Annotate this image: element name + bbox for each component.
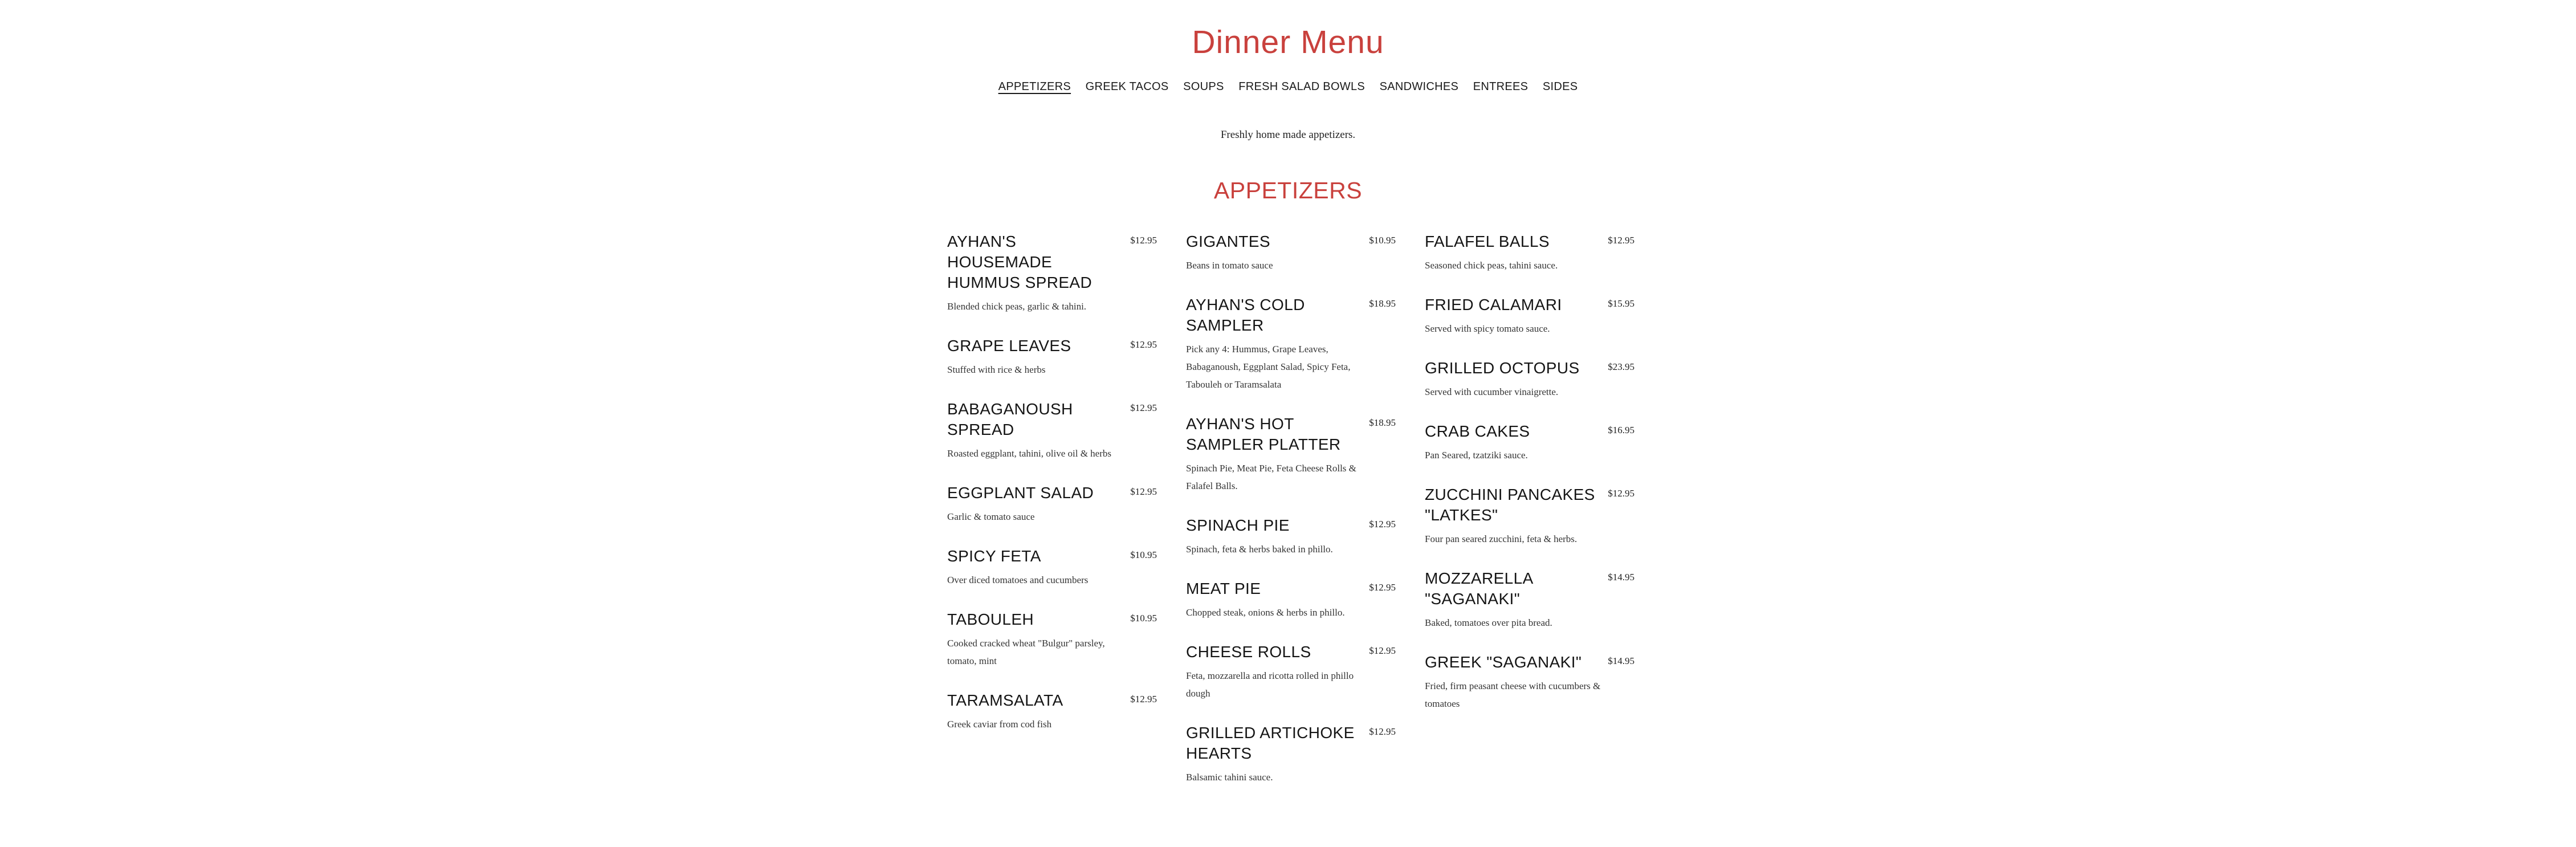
menu-item-header: [1186, 579, 1396, 599]
menu-item-header: [947, 231, 1157, 293]
menu-item-description: Over diced tomatoes and cucumbers: [947, 575, 1089, 585]
menu-item-price: $12.95: [1130, 339, 1157, 350]
menu-item-price: $15.95: [1608, 298, 1635, 309]
menu-column-2: [1186, 231, 1396, 807]
menu-item: [947, 483, 1157, 526]
menu-item-header: [947, 336, 1157, 356]
menu-item-description: Balsamic tahini sauce.: [1186, 772, 1273, 783]
menu-item-price: $12.95: [1369, 726, 1396, 737]
menu-item-header: [1186, 414, 1396, 455]
menu-item-header: [947, 609, 1157, 630]
menu-item-header: [947, 690, 1157, 711]
menu-item: [1425, 568, 1635, 632]
menu-item-header: [1186, 642, 1396, 662]
menu-item-price: $10.95: [1130, 549, 1157, 560]
menu-column-3: [1425, 231, 1635, 733]
menu-item-price: $12.95: [1608, 488, 1635, 499]
menu-item-name: BABAGANOUSH SPREAD: [947, 400, 1073, 438]
menu-item-header: [1425, 358, 1635, 378]
menu-item-description: Spinach, feta & herbs baked in phillo.: [1186, 544, 1333, 555]
section-title: APPETIZERS: [1213, 177, 1363, 203]
menu-item-description: Spinach Pie, Meat Pie, Feta Cheese Rolls & Falafel Balls.: [1186, 463, 1356, 491]
menu-item-price: $14.95: [1608, 572, 1635, 583]
menu-item-name: ZUCCHINI PANCAKES "LATKES": [1425, 486, 1595, 524]
menu-item-description: Garlic & tomato sauce: [947, 511, 1035, 522]
menu-item-header: [947, 483, 1157, 503]
menu-item-header: [1425, 652, 1635, 673]
menu-item-description: Pick any 4: Hummus, Grape Leaves, Babaganoush, Eggplant Salad, Spicy Feta, Tabouleh or Taramsalata: [1186, 344, 1351, 390]
menu-item-description: Beans in tomato sauce: [1186, 260, 1273, 271]
menu-item-description: Seasoned chick peas, tahini sauce.: [1425, 260, 1558, 271]
menu-item-name: GRILLED ARTICHOKE HEARTS: [1186, 724, 1355, 762]
menu-item-name: CRAB CAKES: [1425, 422, 1530, 440]
menu-item-price: $10.95: [1369, 235, 1396, 246]
menu-item-description: Baked, tomatoes over pita bread.: [1425, 617, 1552, 628]
menu-item-price: $16.95: [1608, 425, 1635, 435]
menu-item-name: FALAFEL BALLS: [1425, 233, 1550, 250]
page-title: Dinner Menu: [1192, 24, 1384, 60]
menu-item: [1186, 231, 1396, 274]
menu-item: [947, 546, 1157, 589]
nav-tab-entrees[interactable]: ENTREES: [1473, 80, 1529, 93]
menu-item-name: GIGANTES: [1186, 233, 1270, 250]
menu-item-name: AYHAN'S HOUSEMADE HUMMUS SPREAD: [947, 233, 1093, 291]
menu-item-price: $14.95: [1608, 655, 1635, 666]
menu-item-description: Chopped steak, onions & herbs in phillo.: [1186, 607, 1345, 618]
menu-item: [1186, 295, 1396, 393]
menu-item-description: Feta, mozzarella and ricotta rolled in phillo dough: [1186, 670, 1354, 699]
menu-item-name: EGGPLANT SALAD: [947, 484, 1094, 502]
menu-item-header: [1425, 484, 1635, 526]
menu-column-1: [947, 231, 1157, 754]
menu-item-description: Fried, firm peasant cheese with cucumbers & tomatoes: [1425, 681, 1601, 709]
menu-item-description: Roasted eggplant, tahini, olive oil & herbs: [947, 448, 1112, 459]
menu-item-price: $12.95: [1130, 486, 1157, 497]
menu-item-description: Stuffed with rice & herbs: [947, 364, 1046, 375]
menu-item-price: $12.95: [1130, 402, 1157, 413]
menu-item-description: Served with cucumber vinaigrette.: [1425, 386, 1559, 397]
menu-item-header: [947, 399, 1157, 440]
menu-item-name: MEAT PIE: [1186, 580, 1261, 597]
menu-item: [947, 690, 1157, 733]
menu-item: [1186, 515, 1396, 558]
nav-tab-soups[interactable]: SOUPS: [1183, 80, 1224, 93]
menu-item-price: $12.95: [1369, 582, 1396, 593]
menu-item-name: FRIED CALAMARI: [1425, 296, 1562, 313]
menu-item-header: [1425, 421, 1635, 442]
nav-tab-sides[interactable]: SIDES: [1542, 80, 1578, 93]
menu-item-price: $18.95: [1369, 417, 1396, 428]
menu-item-name: TABOULEH: [947, 610, 1034, 628]
menu-item-name: CHEESE ROLLS: [1186, 643, 1311, 661]
menu-item-description: Greek caviar from cod fish: [947, 719, 1052, 730]
menu-item-description: Cooked cracked wheat "Bulgur" parsley, tomato, mint: [947, 638, 1105, 666]
menu-item: [947, 609, 1157, 670]
menu-item-description: Four pan seared zucchini, feta & herbs.: [1425, 534, 1578, 544]
menu-item: [947, 336, 1157, 378]
menu-item-price: $12.95: [1130, 235, 1157, 246]
menu-item-header: [1425, 231, 1635, 252]
menu-item-header: [1425, 568, 1635, 609]
menu-item: [1425, 231, 1635, 274]
menu-item-name: GRAPE LEAVES: [947, 337, 1071, 355]
menu-item-header: [1186, 231, 1396, 252]
nav-tab-appetizers[interactable]: APPETIZERS: [998, 80, 1071, 93]
menu-item-name: GREEK "SAGANAKI": [1425, 653, 1582, 671]
menu-item-header: [1186, 723, 1396, 764]
menu-item: [1425, 295, 1635, 337]
menu-item-price: $12.95: [1369, 519, 1396, 530]
menu-item-header: [1186, 295, 1396, 336]
menu-item-name: AYHAN'S HOT SAMPLER PLATTER: [1186, 415, 1341, 453]
menu-item-description: Pan Seared, tzatziki sauce.: [1425, 450, 1528, 461]
section-intro: Freshly home made appetizers.: [1220, 129, 1356, 141]
menu-item: [1425, 421, 1635, 464]
nav-tab-fresh-salad-bowls[interactable]: FRESH SALAD BOWLS: [1238, 80, 1366, 93]
menu-item-name: TARAMSALATA: [947, 691, 1063, 709]
menu-item: [947, 399, 1157, 462]
menu-item-name: SPINACH PIE: [1186, 516, 1290, 534]
menu-item-header: [1425, 295, 1635, 315]
menu-item: [1186, 723, 1396, 786]
menu-item: [1186, 642, 1396, 702]
menu-item-price: $12.95: [1369, 645, 1396, 656]
menu-item-description: Served with spicy tomato sauce.: [1425, 323, 1550, 334]
menu-item: [1425, 652, 1635, 712]
menu-item-name: SPICY FETA: [947, 547, 1041, 565]
menu-item-header: [1186, 515, 1396, 536]
menu-item: [1425, 484, 1635, 548]
nav-tab-sandwiches[interactable]: SANDWICHES: [1379, 80, 1459, 93]
menu-item-name: GRILLED OCTOPUS: [1425, 359, 1580, 377]
menu-item-price: $12.95: [1130, 694, 1157, 705]
category-nav: [0, 76, 2576, 97]
menu-item-name: AYHAN'S COLD SAMPLER: [1186, 296, 1305, 334]
menu-item-price: $18.95: [1369, 298, 1396, 309]
menu-item: [1186, 579, 1396, 621]
menu-item: [1425, 358, 1635, 401]
menu-item-price: $23.95: [1608, 361, 1635, 372]
menu-item-price: $12.95: [1608, 235, 1635, 246]
menu-item: [947, 231, 1157, 315]
menu-item: [1186, 414, 1396, 495]
menu-item-name: MOZZARELLA "SAGANAKI": [1425, 569, 1533, 608]
menu-item-description: Blended chick peas, garlic & tahini.: [947, 301, 1087, 312]
menu-item-header: [947, 546, 1157, 567]
menu-item-price: $10.95: [1130, 613, 1157, 624]
nav-tab-greek-tacos[interactable]: GREEK TACOS: [1085, 80, 1169, 93]
